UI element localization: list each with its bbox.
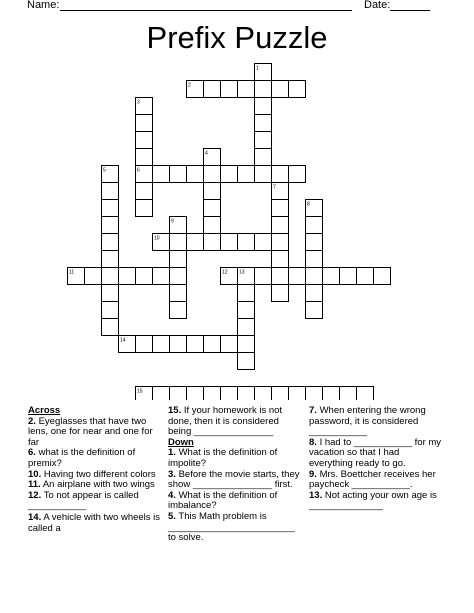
grid-cell[interactable] [136,115,153,132]
grid-cell[interactable] [187,387,204,401]
clue-across-11: 11. An airplane with two wings [28,479,155,491]
grid-cell[interactable] [306,387,323,401]
grid-cell[interactable] [238,302,255,319]
grid-cell[interactable] [170,336,187,353]
grid-cell[interactable] [187,234,204,251]
grid-cell[interactable] [306,251,323,268]
grid-cell[interactable] [238,353,255,370]
grid-cell[interactable] [238,387,255,401]
grid-cell[interactable] [272,387,289,401]
grid-cell[interactable] [272,200,289,217]
name-label: Name: [27,0,60,11]
clue-down-1: 1. What is the definition of impolite? [168,447,278,469]
grid-cell[interactable] [255,268,272,285]
grid-cell[interactable] [136,200,153,217]
grid-cell[interactable] [102,183,119,200]
grid-cell[interactable] [153,336,170,353]
clue-down-3: 3. Before the movie starts, they show _______________ first. [168,468,300,491]
grid-cell[interactable] [102,268,119,285]
clue-column-2 [168,406,300,544]
grid-cell[interactable] [136,336,153,353]
grid-cell[interactable] [102,319,119,336]
cell-number: 6 [137,167,140,174]
cell-number: 12 [222,269,228,276]
grid-cell[interactable] [85,268,102,285]
grid-cell[interactable] [289,81,306,98]
grid-cell[interactable] [136,268,153,285]
grid-cell[interactable] [221,81,238,98]
grid-cell[interactable] [255,115,272,132]
cell-number: 13 [239,269,245,276]
clue-across-2: 2. Eyeglasses that have two lens, one for near and one for far [28,415,153,448]
cell-number: 4 [205,150,208,157]
grid-cell[interactable] [272,251,289,268]
grid-cell[interactable] [221,336,238,353]
grid-cell[interactable] [255,132,272,149]
grid-cell[interactable] [238,234,255,251]
grid-cell[interactable] [357,387,374,401]
grid-cell[interactable] [204,234,221,251]
grid-cell[interactable] [306,302,323,319]
grid-cell[interactable] [153,268,170,285]
grid-cell[interactable] [272,285,289,302]
grid-cell[interactable] [238,166,255,183]
clue-down-4: 4. What is the definition of imbalance? [168,489,278,512]
grid-cell[interactable] [102,200,119,217]
clue-down-5: 5. This Math problem is ________________________ to solve. [168,510,295,544]
grid-cell[interactable] [102,234,119,251]
grid-cell[interactable] [255,81,272,98]
cell-number: 7 [273,184,276,191]
grid-cell[interactable] [170,302,187,319]
grid-cell[interactable] [119,268,136,285]
grid-cell[interactable] [170,234,187,251]
grid-cell[interactable] [306,268,323,285]
clue-across-10: 10. Having two different colors [28,468,156,480]
grid-cell[interactable] [238,285,255,302]
grid-cell[interactable] [255,166,272,183]
grid-cell[interactable] [187,336,204,353]
grid-cell[interactable] [153,387,170,401]
grid-cell[interactable] [323,387,340,401]
clue-down-9: 9. Mrs. Boettcher receives her paycheck ___________. [309,468,436,491]
cell-number: 2 [188,82,191,89]
cell-number: 3 [137,99,140,106]
grid-cell[interactable] [289,387,306,401]
grid-cell[interactable] [272,166,289,183]
grid-cell[interactable] [238,336,255,353]
grid-cell[interactable] [221,387,238,401]
grid-cell[interactable] [102,251,119,268]
grid-cell[interactable] [170,285,187,302]
grid-cell[interactable] [204,81,221,98]
grid-cell[interactable] [204,183,221,200]
grid-cell[interactable] [255,98,272,115]
grid-cell[interactable] [289,166,306,183]
grid-cell[interactable] [374,268,391,285]
cell-number: 1 [256,65,259,72]
grid-cell[interactable] [221,166,238,183]
grid-cell[interactable] [238,319,255,336]
grid-cell[interactable] [102,217,119,234]
grid-cell[interactable] [187,166,204,183]
grid-cell[interactable] [238,81,255,98]
clue-across-12: 12. To not appear is called ___________ [28,489,139,512]
grid-cell[interactable] [340,268,357,285]
grid-cell[interactable] [170,387,187,401]
clue-down-8: 8. I had to ___________ for my vacation so that I had everything ready to go. [309,436,442,469]
grid-cell[interactable] [102,302,119,319]
clue-across-14: 14. A vehicle with two wheels is called a [28,511,161,534]
cell-number: 5 [103,167,106,174]
down-heading: Down [168,436,194,448]
across-heading: Across [28,405,61,416]
grid-cell[interactable] [204,166,221,183]
page-title: Prefix Puzzle [146,20,328,55]
cell-number: 14 [120,337,126,344]
grid-cell[interactable] [153,166,170,183]
clue-across-15: 15. If your homework is not done, then it is considered being _______________ [168,405,283,438]
grid-cell[interactable] [221,234,238,251]
clue-down-7: 7. When entering the wrong password, it is considered ___________ [309,405,426,438]
grid-cell[interactable] [136,183,153,200]
grid-cell[interactable] [204,336,221,353]
grid-cell[interactable] [255,149,272,166]
cell-number: 8 [307,201,310,208]
clue-column-3 [309,406,445,512]
grid-cell[interactable] [255,234,272,251]
grid-cell[interactable] [170,268,187,285]
grid-cell[interactable] [136,132,153,149]
grid-cell[interactable] [272,217,289,234]
grid-cell[interactable] [204,200,221,217]
grid-cell[interactable] [255,387,272,401]
cell-number: 11 [69,269,75,276]
grid-cell[interactable] [357,268,374,285]
grid-cell[interactable] [306,234,323,251]
grid-cell[interactable] [323,268,340,285]
clue-across-6: 6. what is the definition of premix? [28,447,136,469]
grid-cell[interactable] [204,387,221,401]
clue-down-13: 13. Not acting your own age is ______________ [309,489,437,512]
cell-number: 9 [171,218,174,225]
grid-cell[interactable] [170,166,187,183]
grid-cell[interactable] [204,217,221,234]
grid-cell[interactable] [170,251,187,268]
cell-number: 10 [154,235,160,242]
date-label: Date: [364,0,391,11]
grid-cell[interactable] [272,268,289,285]
grid-cell[interactable] [136,149,153,166]
grid-cell[interactable] [272,234,289,251]
clue-column-1 [28,406,164,534]
grid-cell[interactable] [306,285,323,302]
grid-cell[interactable] [306,217,323,234]
cell-number: 15 [137,388,143,395]
grid-cell[interactable] [340,387,357,401]
grid-cell[interactable] [289,268,306,285]
grid-cell[interactable] [272,81,289,98]
grid-cell[interactable] [102,285,119,302]
